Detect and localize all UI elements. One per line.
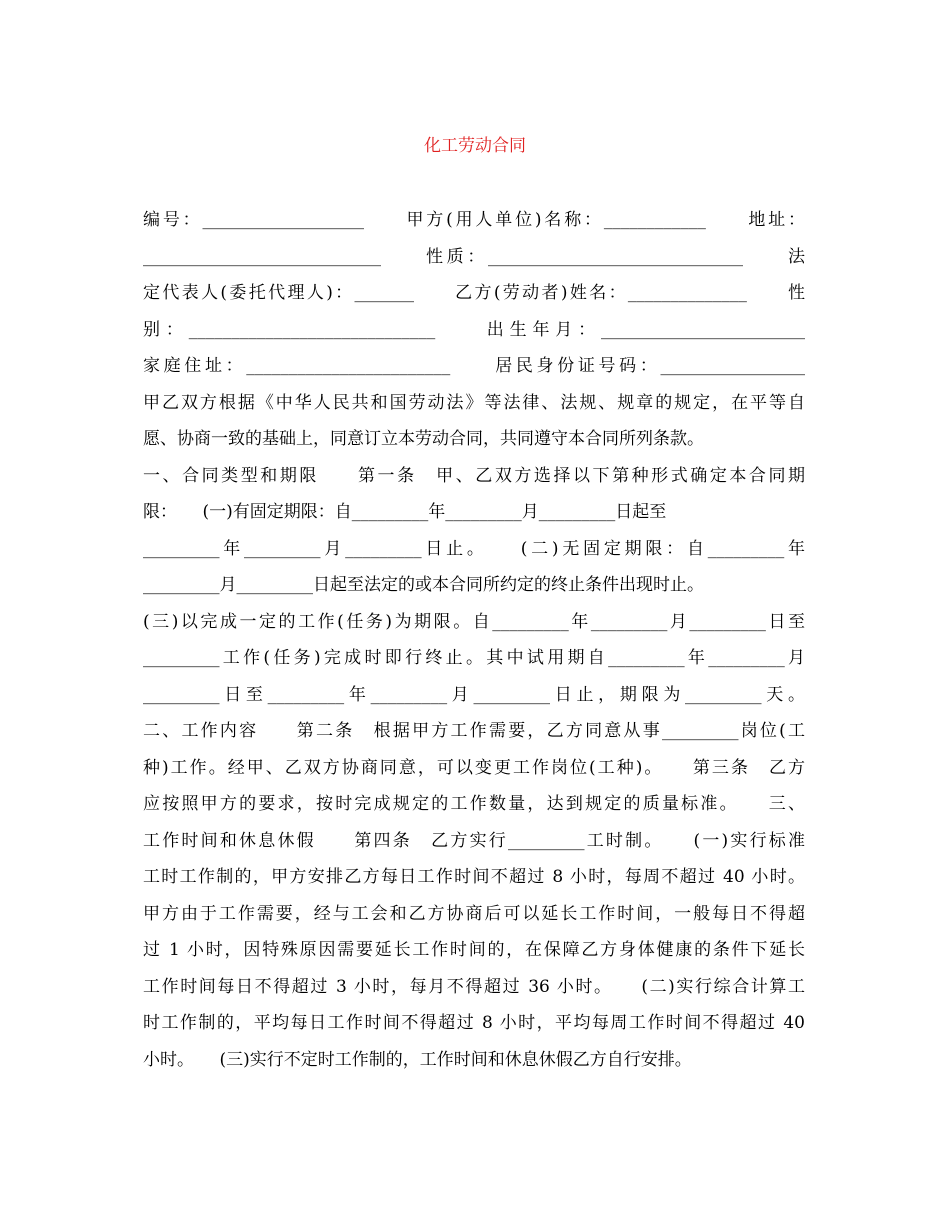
- text-line: 甲方由于工作需要，经与工会和乙方协商后可以延长工作时间，一般每日不得超: [143, 903, 805, 924]
- text-line: 二、工作内容 第二条 根据甲方工作需要，乙方同意从事_________岗位(工: [143, 721, 805, 741]
- text-line: 应按照甲方的要求，按时完成规定的工作数量，达到规定的质量标准。 三、: [143, 794, 805, 814]
- text-line: _________月_________日起至法定的或本合同所约定的终止条件出现时止。: [143, 575, 704, 595]
- text-line: 家庭住址：________________________ 居民身份证号码：_________________: [143, 356, 805, 376]
- text-line: ____________________________ 性质：______________________________ 法: [143, 246, 805, 267]
- text-line: 过 1 小时，因特殊原因需要延长工作时间的，在保障乙方身体健康的条件下延长: [143, 940, 805, 960]
- text-line: _________年_________月_________日止。 (二)无固定期限：自_________年: [143, 538, 805, 559]
- text-line: 甲乙双方根据《中华人民共和国劳动法》等法律、法规、规章的规定，在平等自: [143, 392, 805, 413]
- text-line: 工作时间和休息休假 第四条 乙方实行_________工时制。 (一)实行标准: [143, 830, 805, 851]
- text-line: 工时工作制的，甲方安排乙方每日工作时间不超过 8 小时，每周不超过 40 小时。: [143, 867, 805, 887]
- text-line: 限： (一)有固定期限：自_________年_________月_________日起至: [143, 502, 667, 522]
- text-line: 小时。 (三)实行不定时工作制的，工作时间和休息休假乙方自行安排。: [143, 1049, 692, 1070]
- text-line: 种)工作。经甲、乙双方协商同意，可以变更工作岗位(工种)。 第三条 乙方: [143, 757, 805, 778]
- text-line: 工作时间每日不得超过 3 小时，每月不得超过 36 小时。 (二)实行综合计算工: [143, 976, 805, 997]
- text-line: 时工作制的，平均每日工作时间不得超过 8 小时，平均每周工作时间不得超过 40: [143, 1013, 805, 1033]
- text-line: 别：_____________________________ 出生年月：________________________: [143, 319, 805, 340]
- text-line: 一、合同类型和期限 第一条 甲、乙双方选择以下第种形式确定本合同期: [143, 465, 805, 486]
- text-line: 定代表人(委托代理人)：_______ 乙方(劳动者)姓名：______________ 性: [143, 283, 805, 303]
- text-line: _________工作(任务)完成时即行终止。其中试用期自_________年_________月: [143, 648, 805, 668]
- document-title: 化工劳动合同: [424, 136, 526, 156]
- text-line: 编号：___________________ 甲方(用人单位)名称：____________ 地址：: [143, 210, 805, 230]
- text-line: 愿、协商一致的基础上，同意订立本劳动合同，共同遵守本合同所列条款。: [143, 429, 704, 449]
- document-body: [143, 202, 805, 1078]
- text-line: _________日至_________年_________月_________日止，期限为_________天。: [143, 684, 805, 705]
- text-line: (三)以完成一定的工作(任务)为期限。自_________年_________月_________日至: [143, 611, 805, 632]
